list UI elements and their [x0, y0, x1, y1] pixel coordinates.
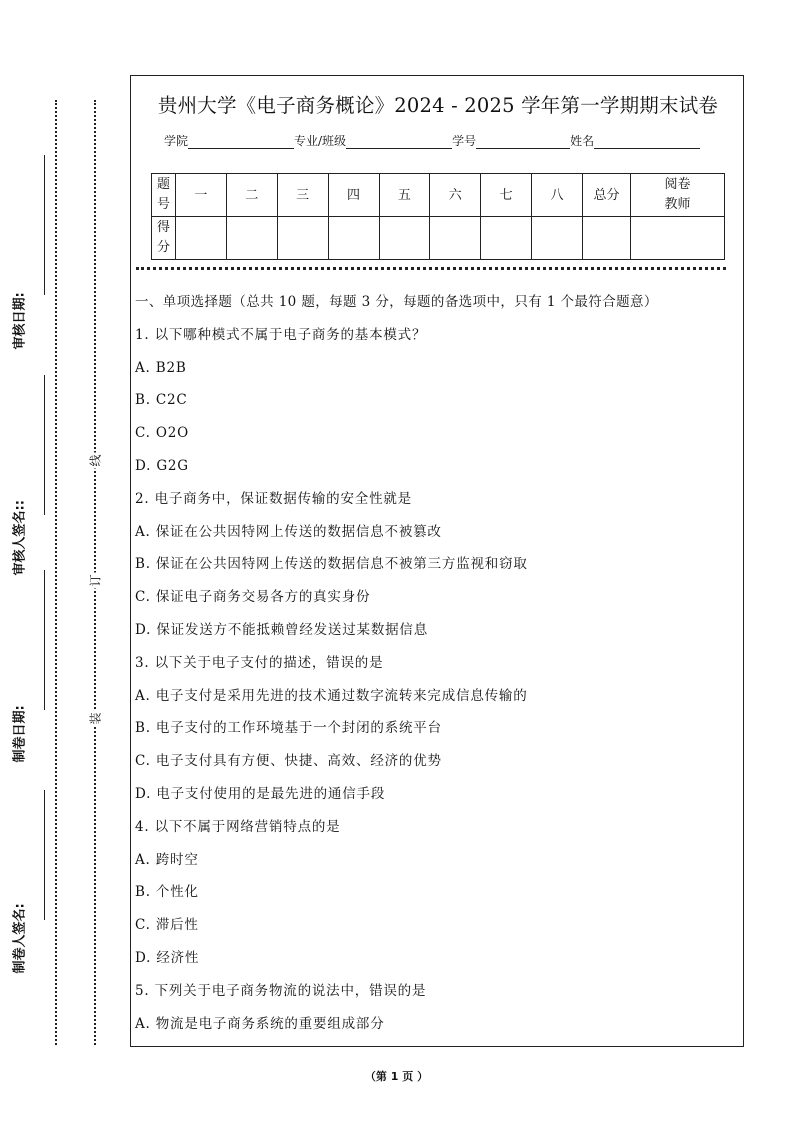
score-cell-6[interactable] [430, 217, 481, 260]
review-date-field[interactable] [44, 155, 45, 295]
score-cell-1[interactable] [176, 217, 227, 260]
score-table [151, 173, 725, 260]
col-8: 八 [532, 174, 583, 217]
col-7: 七 [481, 174, 532, 217]
col-grader: 阅卷教师 [631, 174, 725, 217]
binding-strip [0, 0, 130, 1122]
option[interactable]: A. B2B [135, 359, 187, 376]
question-stem: 2. 电子商务中，保证数据传输的安全性就是 [135, 490, 412, 507]
student-info-row [164, 132, 700, 149]
college-label: 学院 [164, 134, 189, 148]
exam-paper [130, 75, 744, 1047]
option[interactable]: C. 保证电子商务交易各方的真实身份 [135, 589, 371, 606]
option[interactable]: D. G2G [135, 457, 189, 474]
option[interactable]: D. 电子支付使用的是最先进的通信手段 [135, 785, 386, 802]
col-total: 总分 [583, 174, 631, 217]
option[interactable]: C. 滞后性 [135, 917, 199, 934]
binding-mark-order: 订 [88, 574, 103, 587]
question-stem: 5. 下列关于电子商务物流的说法中，错误的是 [135, 982, 427, 999]
option[interactable]: C. 电子支付具有方便、快捷、高效、经济的优势 [135, 753, 442, 770]
major-label: 专业/班级 [294, 134, 347, 148]
binding-mark-bind: 装 [88, 712, 103, 725]
option[interactable]: A. 物流是电子商务系统的重要组成部分 [135, 1015, 385, 1032]
question-content [135, 286, 745, 1040]
score-cell-5[interactable] [379, 217, 430, 260]
outer-binding-line [55, 100, 57, 1045]
option[interactable]: A. 保证在公共因特网上传送的数据信息不被篡改 [135, 523, 442, 540]
question-stem: 1. 以下哪种模式不属于电子商务的基本模式？ [135, 326, 427, 343]
compile-signature-field[interactable] [44, 790, 45, 920]
major-field[interactable] [346, 135, 452, 149]
compile-date-field[interactable] [44, 570, 45, 710]
score-cell-grader[interactable] [631, 217, 725, 260]
col-6: 六 [430, 174, 481, 217]
col-4: 四 [328, 174, 379, 217]
score-cell-2[interactable] [226, 217, 277, 260]
dotted-separator [136, 267, 726, 270]
option[interactable]: B. 电子支付的工作环境基于一个封闭的系统平台 [135, 720, 442, 737]
student-id-label: 学号 [452, 134, 477, 148]
review-signature-field[interactable] [44, 375, 45, 515]
score-cell-7[interactable] [481, 217, 532, 260]
score-row-header: 得分 [152, 217, 176, 260]
question-number-header: 题号 [152, 174, 176, 217]
review-signature-label: 审核人签名:: [12, 500, 28, 576]
option[interactable]: B. C2C [135, 392, 188, 409]
score-value-row [152, 217, 725, 260]
option[interactable]: A. 跨时空 [135, 851, 199, 868]
option[interactable]: B. 个性化 [135, 884, 199, 901]
section-heading: 一、单项选择题（总共 10 题，每题 3 分，每题的备选项中，只有 1 个最符合题意） [135, 294, 658, 310]
option[interactable]: D. 经济性 [135, 949, 200, 966]
col-3: 三 [277, 174, 328, 217]
score-cell-8[interactable] [532, 217, 583, 260]
score-header-row [152, 174, 725, 217]
score-cell-total[interactable] [583, 217, 631, 260]
score-cell-4[interactable] [328, 217, 379, 260]
question-stem: 3. 以下关于电子支付的描述，错误的是 [135, 654, 384, 671]
col-1: 一 [176, 174, 227, 217]
option[interactable]: D. 保证发送方不能抵赖曾经发送过某数据信息 [135, 621, 429, 638]
col-2: 二 [226, 174, 277, 217]
student-id-field[interactable] [476, 135, 570, 149]
page-footer: （第 1 页 ） [364, 1070, 429, 1083]
question-stem: 4. 以下不属于网络营销特点的是 [135, 818, 341, 835]
college-field[interactable] [188, 135, 294, 149]
col-5: 五 [379, 174, 430, 217]
name-field[interactable] [594, 135, 700, 149]
binding-mark-line: 线 [88, 454, 103, 467]
name-label: 姓名 [570, 134, 595, 148]
compile-date-label: 制卷日期: [12, 705, 28, 763]
score-cell-3[interactable] [277, 217, 328, 260]
exam-title: 贵州大学《电子商务概论》2024 - 2025 学年第一学期期末试卷 [157, 94, 719, 117]
option[interactable]: A. 电子支付是采用先进的技术通过数字流转来完成信息传输的 [135, 687, 528, 704]
option[interactable]: C. O2O [135, 425, 189, 442]
review-date-label: 审核日期: [12, 292, 28, 350]
compile-signature-label: 制卷人签名: [12, 903, 28, 974]
option[interactable]: B. 保证在公共因特网上传送的数据信息不被第三方监视和窃取 [135, 556, 528, 573]
